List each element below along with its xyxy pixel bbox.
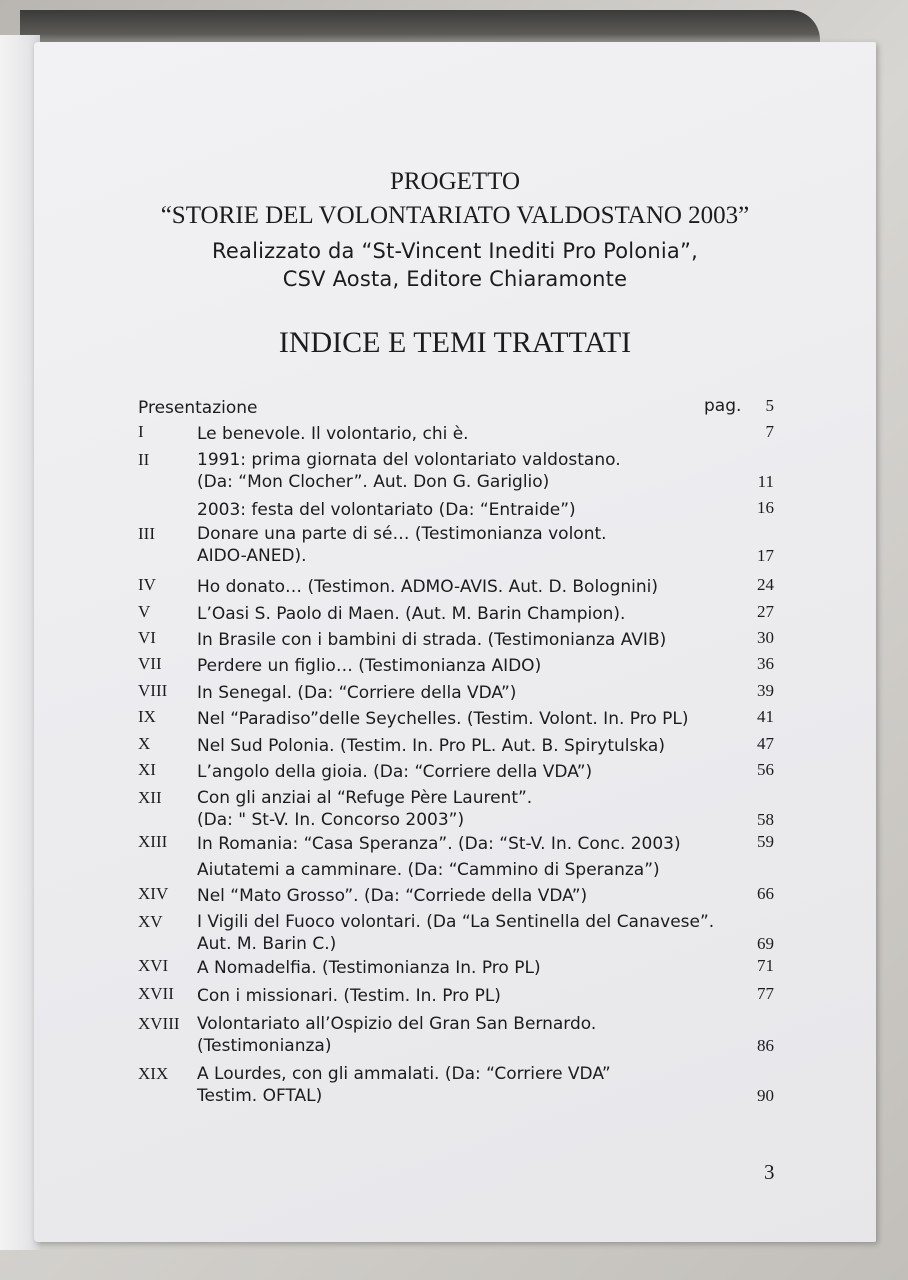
- toc-entry-title: A Lourdes, con gli ammalati. (Da: “Corriere VDA”: [197, 1064, 611, 1084]
- toc-entry-page: 69: [757, 934, 774, 953]
- toc-entry-number: X: [138, 734, 151, 753]
- toc-entry-number: IV: [138, 575, 156, 594]
- toc-entry-number: VI: [138, 628, 156, 647]
- toc-entry-number: XVII: [138, 984, 174, 1003]
- toc-entry-number: XII: [138, 788, 162, 807]
- toc-entry-title: Perdere un figlio… (Testimonianza AIDO): [197, 656, 542, 676]
- project-label: PROGETTO: [389, 168, 521, 195]
- page-number: 3: [764, 1160, 775, 1184]
- toc-entry-page: 41: [757, 707, 774, 726]
- toc-entry-title: (Testimonianza): [197, 1036, 332, 1056]
- toc-entry-number: XIII: [138, 832, 168, 851]
- toc-entry-page: 30: [757, 628, 774, 647]
- toc-entry-title: AIDO-ANED).: [197, 546, 307, 566]
- toc-entry-title: In Senegal. (Da: “Corriere della VDA”): [197, 683, 517, 703]
- toc-entry-page: 90: [757, 1086, 774, 1105]
- toc-entry-page: 11: [757, 472, 774, 491]
- toc-entry-page: 7: [765, 422, 774, 441]
- toc-entry-number: IX: [138, 707, 156, 726]
- toc-entry-title: I Vigili del Fuoco volontari. (Da “La Sentinella del Canavese”.: [197, 912, 715, 932]
- toc-entry-title: Volontariato all’Ospizio del Gran San Bernardo.: [197, 1014, 597, 1034]
- toc-entry-page: 17: [757, 546, 774, 565]
- toc-entry-title: 2003: festa del volontariato (Da: “Entraide”): [197, 500, 576, 520]
- toc-entry-title: 1991: prima giornata del volontariato valdostano.: [197, 450, 621, 470]
- toc-entry-number: III: [138, 524, 155, 543]
- toc-entry-page: 16: [757, 498, 774, 517]
- toc-entry-page: 77: [757, 984, 774, 1003]
- toc-entry-page: 56: [757, 760, 774, 779]
- toc-entry-page: 59: [757, 832, 774, 851]
- toc-entry-title: Testim. OFTAL): [197, 1086, 323, 1106]
- toc-entry-title: L’Oasi S. Paolo di Maen. (Aut. M. Barin Champion).: [197, 604, 626, 624]
- toc-entry-title: Le benevole. Il volontario, chi è.: [197, 424, 469, 444]
- toc-entry-number: VII: [138, 654, 162, 673]
- book-page: [34, 42, 876, 1242]
- toc-entry-number: XV: [138, 912, 163, 931]
- toc-entry-title: Donare una parte di sé… (Testimonianza volont.: [197, 524, 607, 544]
- toc-entry-title: (Da: “Mon Clocher”. Aut. Don G. Gariglio): [197, 472, 550, 492]
- toc-entry-page: 86: [757, 1036, 774, 1055]
- toc-entry-number: VIII: [138, 681, 168, 700]
- toc-entry-page: 39: [757, 681, 774, 700]
- toc-entry-title: Nel “Mato Grosso”. (Da: “Corriede della VDA”): [197, 886, 588, 906]
- toc-entry-title: L’angolo della gioia. (Da: “Corriere della VDA”): [197, 762, 593, 782]
- table-of-contents: [34, 42, 876, 1242]
- toc-entry-title: (Da: " St-V. In. Concorso 2003”): [197, 810, 465, 830]
- toc-entry-number: XVI: [138, 956, 169, 975]
- toc-entry-title: Ho donato… (Testimon. ADMO-AVIS. Aut. D. Bolognini): [197, 577, 658, 597]
- toc-entry-title: Con gli anziai al “Refuge Père Laurent”.: [197, 788, 533, 808]
- project-title: “STORIE DEL VOLONTARIATO VALDOSTANO 2003”: [160, 202, 750, 229]
- toc-entry-page: 66: [757, 884, 774, 903]
- toc-entry-title: Nel Sud Polonia. (Testim. In. Pro PL. Aut. B. Spirytulska): [197, 736, 665, 756]
- project-publisher: CSV Aosta, Editore Chiaramonte: [282, 267, 628, 291]
- toc-entry-title: In Romania: “Casa Speranza”. (Da: “St-V. In. Conc. 2003): [197, 834, 681, 854]
- project-credits: Realizzato da “St-Vincent Inediti Pro Polonia”,: [212, 239, 698, 263]
- toc-entry-number: XVIII: [138, 1014, 180, 1033]
- toc-entry-number: XIX: [138, 1064, 169, 1083]
- intro-label: Presentazione: [138, 398, 258, 418]
- toc-entry-number: V: [138, 602, 151, 621]
- toc-entry-title: Nel “Paradiso”delle Seychelles. (Testim. Volont. In. Pro PL): [197, 709, 689, 729]
- toc-entry-title: A Nomadelfia. (Testimonianza In. Pro PL): [197, 958, 541, 978]
- toc-entry-number: I: [138, 422, 144, 441]
- toc-entry-title: Aiutatemi a camminare. (Da: “Cammino di Speranza”): [197, 860, 660, 880]
- toc-entry-page: 36: [757, 654, 774, 673]
- pag-label: pag.: [704, 396, 742, 416]
- toc-entry-title: In Brasile con i bambini di strada. (Testimonianza AVIB): [197, 630, 667, 650]
- toc-entry-page: 24: [757, 575, 774, 594]
- intro-page: 5: [765, 396, 774, 415]
- toc-entry-number: II: [138, 450, 150, 469]
- toc-entry-page: 58: [757, 810, 774, 829]
- toc-entry-number: XI: [138, 760, 156, 779]
- toc-entry-number: XIV: [138, 884, 169, 903]
- toc-entry-title: Con i missionari. (Testim. In. Pro PL): [197, 986, 501, 1006]
- toc-entry-page: 27: [757, 602, 774, 621]
- index-title: INDICE E TEMI TRATTATI: [278, 326, 632, 359]
- toc-entry-page: 47: [757, 734, 774, 753]
- toc-entry-page: 71: [757, 956, 774, 975]
- toc-entry-title: Aut. M. Barin C.): [197, 934, 337, 954]
